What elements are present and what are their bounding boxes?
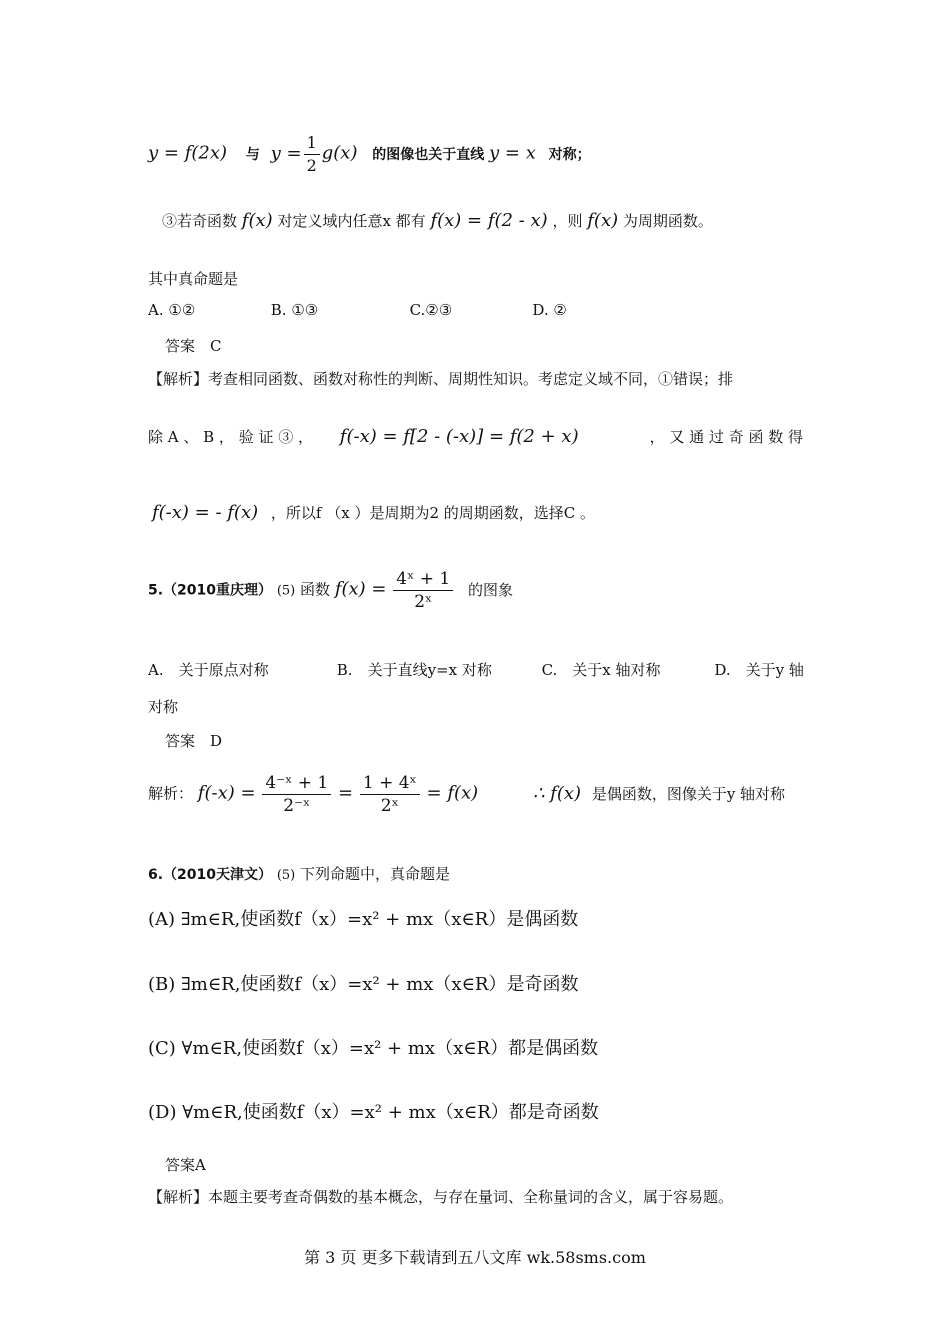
q5-analysis-label: 解析： <box>148 784 194 803</box>
q4-analysis-1: 【解析】考查相同函数、函数对称性的判断、周期性知识。考虑定义域不同，①错误；排 <box>148 370 734 388</box>
fraction-half: $\frac{1}{2}$ <box>304 132 320 177</box>
q6-option-b: (B) ∃m∈R,使函数f（x）=x² + mx（x∈R）是奇函数 <box>148 974 579 995</box>
q5-after: 的图象 <box>467 580 513 599</box>
q5-num: (5) <box>276 583 296 599</box>
q5-analysis-therefore: ∴ f(x) <box>532 782 582 804</box>
page-footer: 第 3 页 更多下载请到五八文库 wk.58sms.com <box>304 1248 646 1267</box>
text-mid: 的图像也关于直线 <box>372 146 485 163</box>
statement-3 <box>162 210 713 231</box>
q5-analysis-rhs: = f(x) <box>426 782 479 804</box>
q4-prompt: 其中真命题是 <box>148 270 239 288</box>
q4-options <box>148 301 567 319</box>
statement-2-continued <box>148 132 591 177</box>
q4-analysis-2 <box>148 426 803 447</box>
analysis-3b: ，所以f （x ）是周期为2 的周期函数，选择C 。 <box>270 504 596 522</box>
q5-fx: f(x) = <box>334 578 387 600</box>
q6-header <box>148 863 450 884</box>
q5-option-c: C. 关于x 轴对称 <box>541 661 661 679</box>
q5-analysis-conclusion: 是偶函数，图像关于y 轴对称 <box>591 784 786 803</box>
q6-num: (5) <box>276 868 296 883</box>
q5-text: 函数 <box>300 580 331 599</box>
q6-text: 下列命题中，真命题是 <box>300 865 451 883</box>
q6-option-d: (D) ∀m∈R,使函数f（x）=x² + mx（x∈R）都是奇函数 <box>148 1102 599 1123</box>
q6-option-c: (C) ∀m∈R,使函数f（x）=x² + mx（x∈R）都是偶函数 <box>148 1038 599 1059</box>
q5-analysis-frac2: $\frac{\text{1 + 4ˣ}}{\text{2ˣ}}$ <box>360 772 420 817</box>
q4-option-d: D. ② <box>532 301 567 319</box>
q5-options-wrap: 对称 <box>148 698 179 716</box>
formula-gx: g(x) <box>321 142 358 164</box>
q5-fraction: $\frac{\text{4ˣ + 1}}{\text{2ˣ}}$ <box>393 568 453 613</box>
q5-header <box>148 568 513 613</box>
q5-answer: 答案 D <box>165 732 223 750</box>
q6-label: 6.（2010天津文） <box>148 867 273 883</box>
q4-option-c: C.②③ <box>409 301 453 319</box>
q5-options <box>148 659 803 680</box>
formula-yx: y = x <box>489 142 536 164</box>
analysis-2b: ， 又 通 过 奇 函 数 得 <box>649 428 803 446</box>
formula-periodic: f(x) = f(2 - x) <box>430 210 548 231</box>
q5-analysis-frac1: $\frac{\text{4⁻ˣ + 1}}{\text{2⁻ˣ}}$ <box>262 772 331 817</box>
q5-option-b: B. 关于直线y=x 对称 <box>336 661 492 679</box>
text-conj: 与 <box>245 146 260 163</box>
q5-analysis-lhs: f(-x) = <box>197 782 256 804</box>
q6-option-a: (A) ∃m∈R,使函数f（x）=x² + mx（x∈R）是偶函数 <box>148 909 579 930</box>
q4-analysis-3 <box>152 502 595 523</box>
analysis-2a: 除 A 、 B ， 验 证 ③ ， <box>148 428 314 446</box>
formula-odd: f(-x) = - f(x) <box>152 502 259 523</box>
formula-fx: f(x) <box>241 210 273 231</box>
q4-answer: 答案 C <box>165 337 222 355</box>
text-a: ③若奇函数 <box>162 212 238 230</box>
formula-fx2: f(x) <box>587 210 619 231</box>
q5-label: 5.（2010重庆理） <box>148 582 273 599</box>
q4-option-b: B. ①③ <box>270 301 319 319</box>
q5-analysis <box>148 772 785 817</box>
q5-option-a: A. 关于原点对称 <box>148 661 269 679</box>
text-end: 对称； <box>548 146 591 163</box>
q5-option-d: D. 关于y 轴 <box>714 661 804 679</box>
q6-analysis: 【解析】本题主要考查奇偶数的基本概念，与存在量词、全称量词的含义，属于容易题。 <box>148 1188 734 1206</box>
text-c: ，则 <box>552 212 583 230</box>
q5-analysis-eq2: = <box>337 782 354 804</box>
formula-y2-left: y = <box>270 142 302 164</box>
text-b: 对定义域内任意x 都有 <box>277 212 426 230</box>
q6-answer: 答案A <box>165 1156 206 1174</box>
formula-y-f2x: y = f(2x) <box>148 142 228 164</box>
formula-verify: f(-x) = f[2 - (-x)] = f(2 + x) <box>339 426 579 447</box>
text-d: 为周期函数。 <box>622 212 713 230</box>
q4-option-a: A. ①② <box>148 301 196 319</box>
